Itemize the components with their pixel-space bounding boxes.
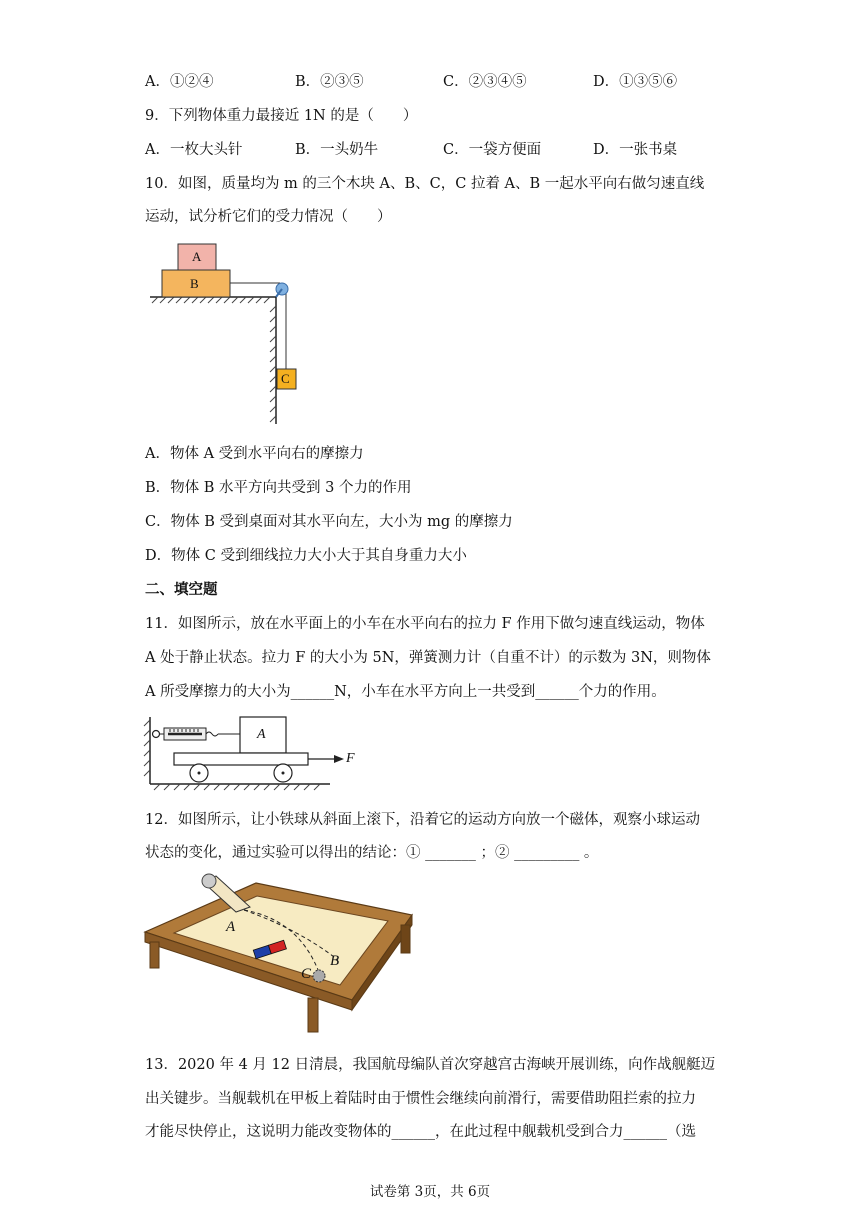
q9-stem: 9．下列物体重力最接近 1N 的是（ ） [145,108,418,124]
q9-option-d: D．一张书桌 [593,142,678,158]
section-heading: 二、填空题 [145,581,218,598]
iron-ball [202,874,216,888]
label-block-a: A [257,727,266,742]
q10-option-a: A．物体 A 受到水平向右的摩擦力 [145,446,364,462]
page-footer: 试卷第 3页，共 6页 [369,1184,491,1200]
q11-line1: 11．如图所示，放在水平面上的小车在水平向右的拉力 F 作用下做匀速直线运动，物体 [145,616,705,632]
q13-line2: 出关键步。当舰载机在甲板上着陆时由于惯性会继续向前滑行，需要借助阻拦索的拉力 [145,1091,696,1107]
q8-option-c: C．②③④⑤ [443,74,527,90]
label-point-b: B [330,953,340,969]
q12-line2: 状态的变化，通过实验可以得出的结论：① _______ ；② _________ 。 [145,845,599,861]
q11-line2: A 处于静止状态。拉力 F 的大小为 5N，弹簧测力计（自重不计）的示数为 3N，则物体 [145,650,711,666]
q10-option-b: B．物体 B 水平方向共受到 3 个力的作用 [145,480,412,496]
q10-stem-line2: 运动，试分析它们的受力情况（ ） [145,209,392,225]
q12-line1: 12．如图所示，让小铁球从斜面上滚下，沿着它的运动方向放一个磁体，观察小球运动 [145,812,700,828]
q9-option-b: B．一头奶牛 [295,142,379,158]
q10-option-c: C．物体 B 受到桌面对其水平向左，大小为 mg 的摩擦力 [145,514,513,530]
q11-line3: A 所受摩擦力的大小为______N，小车在水平方向上一共受到______个力的作用。 [145,684,666,700]
q10-stem-line1: 10．如图，质量均为 m 的三个木块 A、B、C，C 拉着 A、B 一起水平向右做匀速直线 [145,176,705,192]
q9-option-a: A．一枚大头针 [145,142,243,158]
q8-option-d: D．①③⑤⑥ [593,74,678,90]
label-a: A [192,249,202,264]
label-point-c: C [301,966,312,982]
q8-option-a: A．①②④ [145,74,214,90]
label-c: C [281,371,290,386]
q10-option-d: D．物体 C 受到细线拉力大小大于其自身重力大小 [145,548,467,564]
label-point-a: A [226,919,236,935]
q9-option-c: C．一袋方便面 [443,142,542,158]
q13-line3: 才能尽快停止，这说明力能改变物体的______，在此过程中舰载机受到合力______（选 [145,1124,696,1140]
q8-option-b: B．②③⑤ [295,74,364,90]
label-force-f: F [346,751,355,766]
q13-line1: 13．2020 年 4 月 12 日清晨，我国航母编队首次穿越宫古海峡开展训练，向作战舰艇迈 [145,1057,716,1073]
label-b: B [190,276,199,291]
